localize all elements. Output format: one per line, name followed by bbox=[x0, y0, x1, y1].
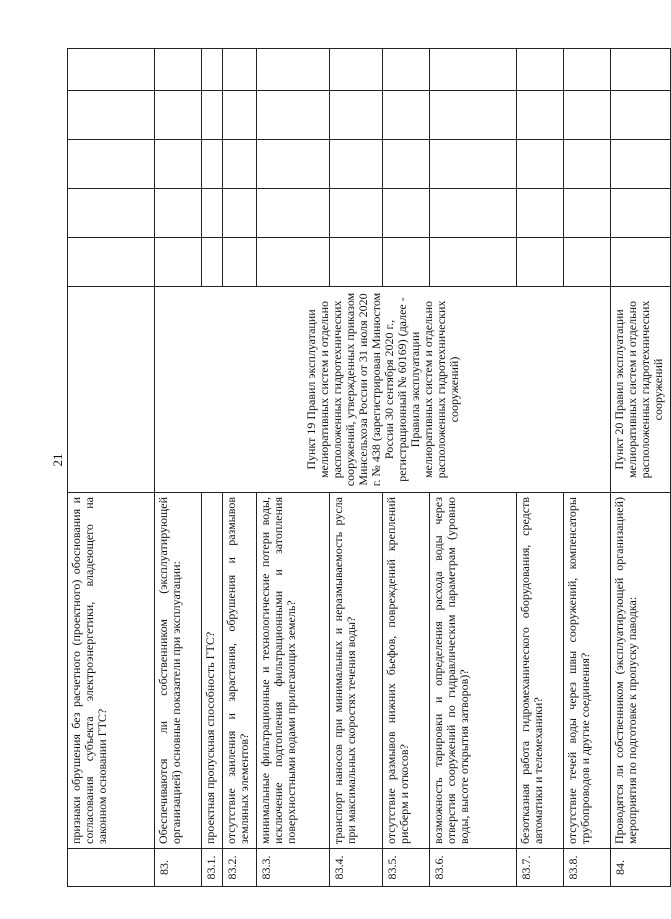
question-text: отсутствие размывов нижних бьефов, повреждений креплений рисберм и откосов? bbox=[383, 493, 430, 849]
row-number: 84. bbox=[611, 849, 671, 887]
answer-cell-extra bbox=[383, 49, 430, 91]
row-number: 83. bbox=[155, 849, 202, 887]
answer-cell-yes bbox=[202, 238, 223, 287]
table-row bbox=[611, 49, 671, 887]
answer-cell-na bbox=[383, 140, 430, 189]
answer-cell-yes bbox=[68, 238, 155, 287]
row-number: 83.8. bbox=[564, 849, 611, 887]
answer-cell-yes bbox=[564, 238, 611, 287]
answer-cell-na bbox=[68, 140, 155, 189]
answer-cell-extra bbox=[517, 49, 564, 91]
question-text: признаки обрушения без расчетного (проектного) обоснования и согласования субъекта электроэнергетики, владеющего на законном основании ГТС? bbox=[68, 493, 155, 849]
reference-text-merged: Пункт 19 Правил эксплуатации мелиоративных систем и отдельно расположенных гидротехнических сооружений, утвержденных приказом Минсельхоза России от 31 июля 2020 г. № 438 (зарегистрирован Минюстом России 30 сентября 2020 г., регистрационный № 60169) (далее - Правила эксплуатации мелиоративных систем и отдельно расположенных гидротехнических сооружений) bbox=[155, 287, 611, 493]
answer-cell-no bbox=[257, 189, 330, 238]
row-number bbox=[68, 849, 155, 887]
answer-cell-no bbox=[517, 189, 564, 238]
answer-cell-no bbox=[223, 189, 257, 238]
answer-cell-yes bbox=[611, 238, 671, 287]
answer-cell-note bbox=[257, 91, 330, 140]
question-text: отсутствие заиления и зарастания, обрушения и размывов земляных элементов? bbox=[223, 493, 257, 849]
question-text: Проводятся ли собственником (эксплуатирующей организацией) мероприятия по подготовке к пропуску паводка: bbox=[611, 493, 671, 849]
answer-cell-no bbox=[383, 189, 430, 238]
table-row bbox=[155, 49, 202, 887]
answer-cell-na bbox=[564, 140, 611, 189]
answer-cell-na bbox=[257, 140, 330, 189]
answer-cell-note bbox=[564, 91, 611, 140]
answer-cell-extra bbox=[202, 49, 223, 91]
answer-cell-extra bbox=[223, 49, 257, 91]
row-number: 83.3. bbox=[257, 849, 330, 887]
answer-cell-note bbox=[430, 91, 517, 140]
answer-cell-yes bbox=[223, 238, 257, 287]
answer-cell-na bbox=[611, 140, 671, 189]
page-number: 21 bbox=[50, 453, 65, 467]
answer-cell-na bbox=[330, 140, 383, 189]
answer-cell-note bbox=[223, 91, 257, 140]
answer-cell-yes bbox=[155, 238, 202, 287]
answer-cell-na bbox=[430, 140, 517, 189]
row-number: 83.4. bbox=[330, 849, 383, 887]
answer-cell-na bbox=[202, 140, 223, 189]
row-number: 83.2. bbox=[223, 849, 257, 887]
answer-cell-note bbox=[611, 91, 671, 140]
answer-cell-yes bbox=[330, 238, 383, 287]
answer-cell-note bbox=[155, 91, 202, 140]
answer-cell-extra bbox=[155, 49, 202, 91]
answer-cell-no bbox=[202, 189, 223, 238]
question-text: транспорт наносов при минимальных и неразмываемость русла при максимальных скоростях течения воды? bbox=[330, 493, 383, 849]
question-text: возможность тарировки и определения расхода воды через отверстия сооружений по гидравлическим параметрам (уровню воды, высоте открытия затворов)? bbox=[430, 493, 517, 849]
question-text: Обеспечиваются ли собственником (эксплуатирующей организацией) основные показатели при эксплуатации: bbox=[155, 493, 202, 849]
answer-cell-no bbox=[330, 189, 383, 238]
answer-cell-na bbox=[517, 140, 564, 189]
row-number: 83.7. bbox=[517, 849, 564, 887]
row-number: 83.6. bbox=[430, 849, 517, 887]
question-text: минимальные фильтрационные и технологические потери воды, исключение подтопления фильтрационными и затопления поверхностными водами прилегающих земель? bbox=[257, 493, 330, 849]
answer-cell-note bbox=[68, 91, 155, 140]
row-number: 83.5. bbox=[383, 849, 430, 887]
question-text: безотказная работа гидромеханического оборудования, средств автоматики и телемеханики? bbox=[517, 493, 564, 849]
answer-cell-no bbox=[430, 189, 517, 238]
question-text: проектная пропускная способность ГТС? bbox=[202, 493, 223, 849]
answer-cell-na bbox=[223, 140, 257, 189]
answer-cell-yes bbox=[257, 238, 330, 287]
answer-cell-note bbox=[383, 91, 430, 140]
question-text: отсутствие течей воды через швы сооружений, компенсаторы трубопроводов и другие соединения? bbox=[564, 493, 611, 849]
answer-cell-extra bbox=[611, 49, 671, 91]
answer-cell-no bbox=[68, 189, 155, 238]
answer-cell-extra bbox=[257, 49, 330, 91]
reference-text bbox=[68, 287, 155, 493]
answer-cell-yes bbox=[430, 238, 517, 287]
table-row bbox=[68, 49, 155, 887]
answer-cell-note bbox=[517, 91, 564, 140]
row-number: 83.1. bbox=[202, 849, 223, 887]
answer-cell-no bbox=[611, 189, 671, 238]
answer-cell-extra bbox=[330, 49, 383, 91]
answer-cell-yes bbox=[517, 238, 564, 287]
answer-cell-extra bbox=[68, 49, 155, 91]
answer-cell-extra bbox=[564, 49, 611, 91]
reference-text: Пункт 20 Правил эксплуатации мелиоративных систем и отдельно расположенных гидротехнических сооружений bbox=[611, 287, 671, 493]
answer-cell-yes bbox=[383, 238, 430, 287]
answer-cell-no bbox=[564, 189, 611, 238]
answer-cell-note bbox=[330, 91, 383, 140]
answer-cell-no bbox=[155, 189, 202, 238]
answer-cell-na bbox=[155, 140, 202, 189]
rotated-table-container bbox=[67, 49, 665, 887]
answer-cell-note bbox=[202, 91, 223, 140]
answer-cell-extra bbox=[430, 49, 517, 91]
checklist-table bbox=[67, 48, 671, 887]
